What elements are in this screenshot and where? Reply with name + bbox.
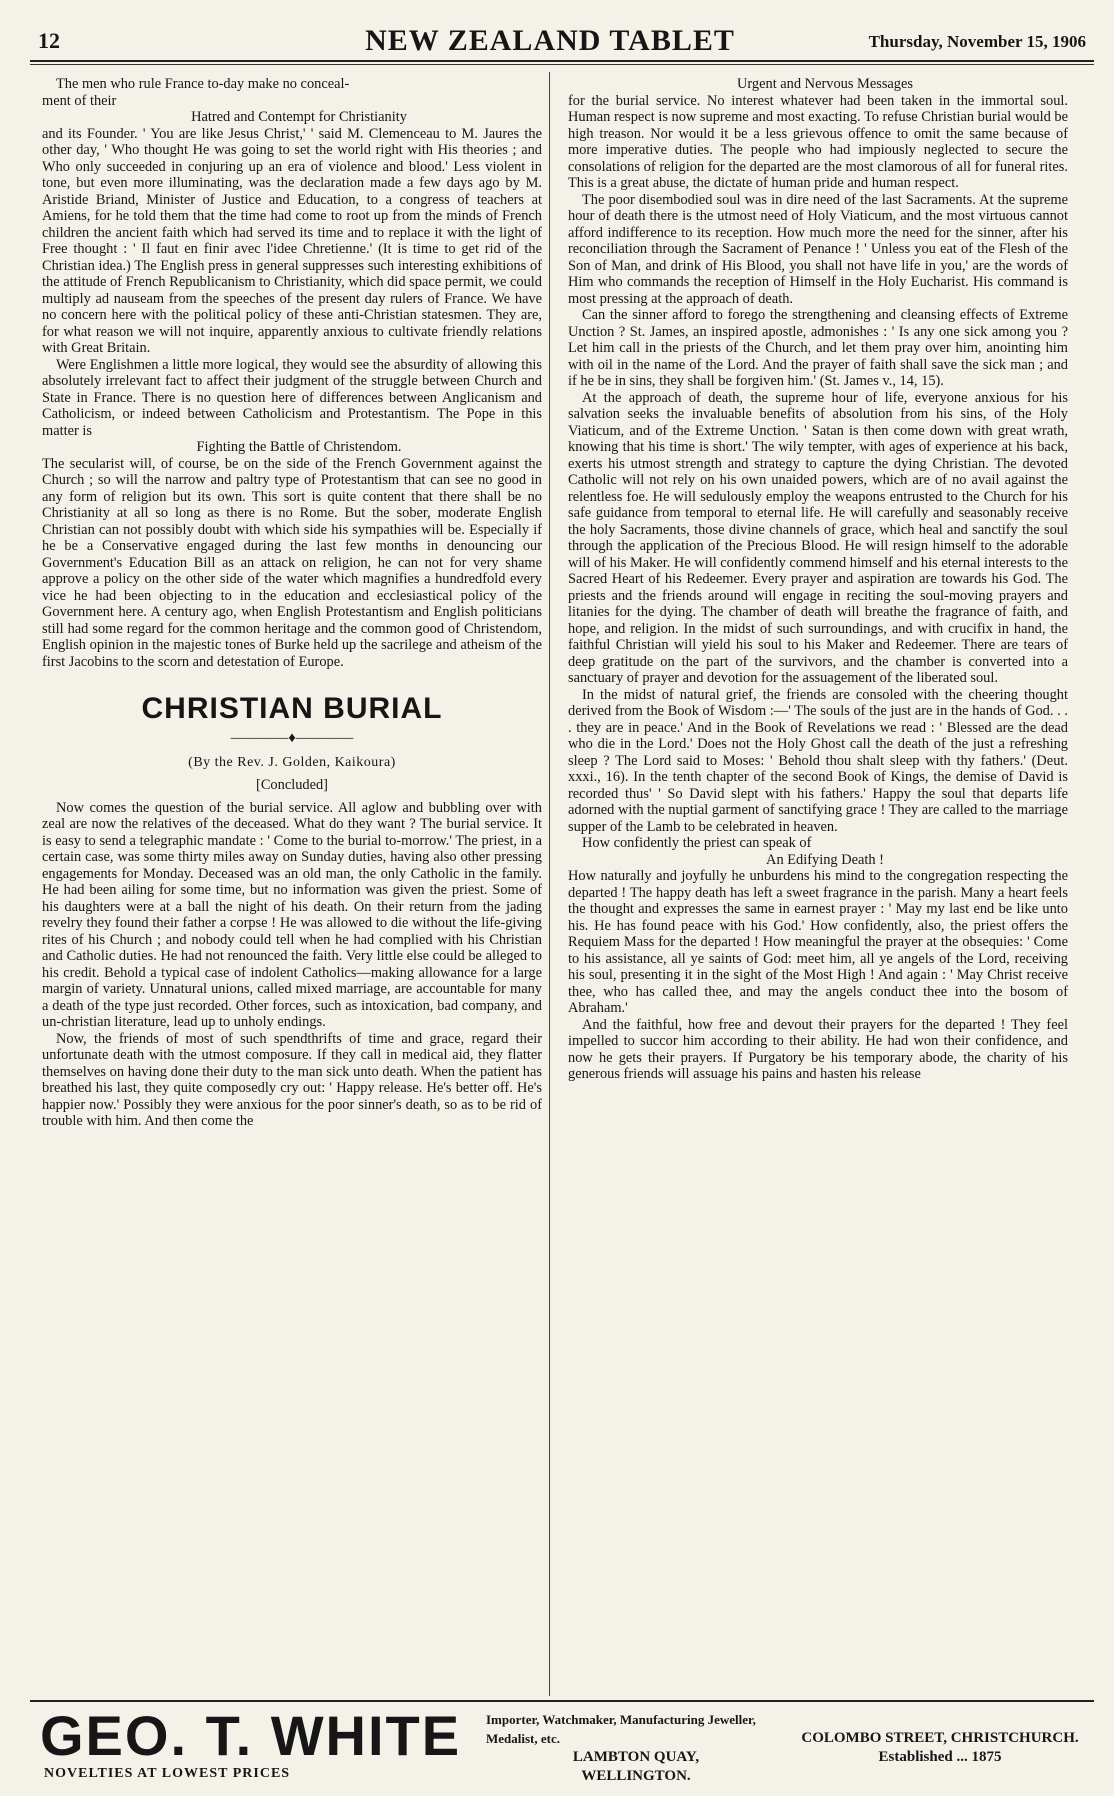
advertiser-name: GEO. T. WHITE [40, 1704, 462, 1767]
paragraph: Were Englishmen a little more logical, they would see the absurdity of allowing this absolutely irrelevant fact to affect their judgment of the struggle between Church and State in France. There is no question here of differences between Anglicanism and Catholicism, or indeed between Catholicism and Protestantism. The Pope in this matter is [42, 356, 542, 439]
paragraph: The poor disembodied soul was in dire need of the last Sacraments. At the supreme hour of death there is the utmost need of Holy Viaticum, and the most virtuous cannot afford indifference to its reception. How much more the need for the sinner, after his reconciliation through the Sacrament of Penance ! ' Unless you eat of the Flesh of the Son of Man, and drink of His Blood, you shall not have life in you,' are the words of Him who commands the reception of Himself in the Holy Eucharist. His command is most pressing at the approach of death. [568, 191, 1068, 307]
page-number: 12 [38, 28, 60, 53]
address-line: LAMBTON QUAY, [572, 1749, 700, 1765]
established-note: Established ... 1875 [878, 1749, 1002, 1765]
advertisement-divider [30, 1700, 1094, 1702]
paragraph: How naturally and joyfully he unburdens his mind to the congregation respecting the departed ! The happy death has left a sweet fragrance in the parish. Many a heart feels the thought and expresses the same in earnest prayer : ' May my last end be like unto his. He has found peace with his God.' How confidently, also, the priest offers the Requiem Mass for the departed ! How meaningful the prayer at the obsequies: ' Come to his assistance, all ye saints of God: meet him, all ye angels of the Lord, receiving his soul, presenting it in the sight of the Most High ! And again : ' May Christ receive thee, who has called thee, and may the angels conduct thee into the bosom of Abraham.' [568, 868, 1068, 1016]
subhead-edifying: An Edifying Death ! [766, 851, 884, 868]
left-column [42, 76, 542, 1692]
paragraph: The secularist will, of course, be on the side of the French Government against the Church ; so will the narrow and paltry type of Protestantism that can see no good in any form of religion but its own. This sort is quite content that there shall be no Christianity at all so long as there is no Rome. But the sober, moderate English Christian can not possibly doubt with which side his sympathies will be. Especially if he be a Conservative engaged during the last few months in denouncing our Government's Education Bill as an attack on religion, he can not for very shame approve a policy on the other side of the water which magnifies a hundredfold every vice he had been objecting to in the education and ecclesiastical policy of the Government here. A century ago, when English Protestantism and English politicians still had some regard for the common heritage and the common good of Christendom, English opinion in the majestic tones of Burke held up the sacrilege and atheism of the first Jacobins to the scorn and detestation of Europe. [42, 455, 542, 670]
column-divider [549, 72, 550, 1696]
advertiser-wellington-address [486, 1710, 786, 1786]
subhead-fighting: Fighting the Battle of Christendom. [196, 439, 402, 455]
paragraph: for the burial service. No interest whatever had been taken in the immortal soul. Human respect is now supreme and most exacting. To refuse Christian burial would be high treason. Nor would it be a less grievous offence to omit the same because of more imperative duties. The people who had impiously neglected to secure the consolations of religion for the departed are the most clamorous of all for funeral rites. This is a great abuse, the dictate of human pride and human respect. [568, 92, 1068, 191]
issue-date: Thursday, November 15, 1906 [868, 32, 1086, 51]
paragraph: In the midst of natural grief, the friends are consoled with the cheering thought derived from the Book of Wisdom :—' The souls of the just are in the hands of God. . . . they are in peace.' And in the Book of Revelations we read : ' Blessed are the dead who die in the Lord.' Does not the Holy Ghost call the death of the just a refreshing sleep ? The Lord said to Moses: ' Behold thou shalt sleep with thy fathers.' (Deut. xxxi., 16). In the tenth chapter of the second Book of Kings, the demise of David is recorded thus' ' So David slept with his fathers.' Happy the soul that departs life adorned with the nuptial garment of sanctifying grace ! They are called to the marriage supper of the Lamb to be celebrated in heaven. [568, 686, 1068, 835]
paragraph: How confidently the priest can speak of [582, 835, 812, 851]
masthead-divider [30, 64, 1094, 65]
paragraph: Now comes the question of the burial service. All aglow and bubbling over with zeal are now the relatives of the deceased. What do they want ? The burial service. It is easy to send a telegraphic mandate : ' Come to the burial to-morrow.' The priest, in a certain case, was some thirty miles away on Sunday duties, having also other pressing engagements for Monday. Deceased was an old man, the only Catholic in the family. He had been ailing for some time, but no information was given the priest. Some of his daughters were at a ball the night of his death. On their return from the jading revelry they found their father a corpse ! He was allowed to die without the life-giving rites of his Church ; and nobody could tell when he had complied with his Christian and Catholic duties. He had not renounced the faith. Very little else could be alleged to his credit. Behold a typical case of indolent Catholics—making allowance for a large margin of variety. Unnatural unions, called mixed marriage, are accountable for many a death of the type just recorded. Other forces, such as intoxication, bad company, and un-christian literature, lead up to unholy endings. [42, 799, 542, 1030]
advertiser-tagline: NOVELTIES AT LOWEST PRICES [44, 1766, 291, 1781]
advertiser-christchurch-address [790, 1710, 1090, 1767]
newspaper-title: NEW ZEALAND TABLET [365, 24, 735, 57]
paragraph: Can the sinner afford to forego the strengthening and cleansing effects of Extreme Unction ? St. James, an inspired apostle, admonishes : ' Is any one sick among you ? Let him call in the priests of the Church, and let them pray over him, anointing him with oil in the name of the Lord. And the prayer of faith shall save the sick man ; and if he be in sins, they shall be forgiven him.' (St. James v., 14, 15). [568, 307, 1068, 389]
byline: (By the Rev. J. Golden, Kaikoura) [188, 754, 396, 770]
masthead [30, 22, 1094, 62]
title-ornament: ————♦———— [230, 730, 354, 746]
paragraph: Now, the friends of most of such spendthrifts of time and grace, regard their unfortunate death with the utmost composure. If they call in medical aid, they flatter themselves on having done their duty to the man sick unto death. When the patient has breathed his last, they quite composedly cry out: ' Happy release. He's better off. He's happier now.' Possibly they were anxious for the poor sinner's death, so as to be rid of trouble with him. And then come the [42, 1030, 542, 1129]
subhead-hatred: Hatred and Contempt for Christianity [191, 109, 407, 125]
paragraph: At the approach of death, the supreme hour of life, everyone anxious for his salvation seeks the invaluable benefits of absolution from his sins, of the Holy Viaticum, and of the Extreme Unction. ' Satan is then come down with great wrath, knowing that his time is short.' The wily tempter, with ages of experience at his back, exerts his utmost strength and strategy to capture the dying Christian. The devoted Catholic will not rely on his own unaided powers, which are of no avail against the relentless foe. He will sedulously employ the weapons entrusted to the Church for his safe guidance from temporal to eternal life. He will carefully and seasonably receive the holy Sacraments, those divine channels of grace, which heal and sanctify the soul through the application of the Precious Blood. He will resign himself to the adorable will of his Maker. He will confidently commend himself and his eternal interests to the Sacred Heart of his Redeemer. Every prayer and aspiration are towards his God. The priests and the friends around will engage in reciting the soul-moving prayers and litanies for the dying. The chamber of death will breathe the fragrance of faith, and hope, and religion. In the midst of such surroundings, and with crucifix in hand, the faithful Christian will yield his soul to his Maker and Redeemer. There are tears of deep gratitude on the part of the survivors, and the chamber is converted into a sanctuary of prayer and devotion for the assuagement of the liberated soul. [568, 389, 1068, 686]
address-line: COLOMBO STREET, CHRISTCHURCH. [801, 1730, 1079, 1746]
concluded-note: [Concluded] [256, 777, 328, 793]
right-column [568, 76, 1068, 1692]
address-line: WELLINGTON. [581, 1768, 691, 1784]
advertiser-trade: Importer, Watchmaker, Manufacturing Jeweller, Medalist, etc. [486, 1712, 756, 1746]
subhead-urgent: Urgent and Nervous Messages [737, 76, 913, 92]
intro-line-1: The men who rule France to-day make no conceal- [56, 76, 350, 92]
article-title: CHRISTIAN BURIAL [141, 692, 443, 725]
paragraph: and its Founder. ' You are like Jesus Christ,' ' said M. Clemenceau to M. Jaures the other day, ' Who thought He was going to set the world right with His theories ; and Who only succeeded in conjuring up an era of violence and blood.' Less violent in tone, but even more illuminating, was the declaration made a few days ago by M. Aristide Briand, Minister of Justice and Education, to a congress of teachers at Amiens, for he told them that the time had come to root up from the minds of French children the ancient faith which had served its time and to replace it with the light of Free thought : ' Il faut en finir avec l'idee Chretienne.' (It is time to get rid of the Christian idea.) The English press in general suppresses such interesting exhibitions of the attitude of French Republicanism to Christianity, which did space permit, we could multiply ad nauseam from the speeches of the present day rulers of France. We have no concern here with the political policy of these anti-Christian statesmen. They are, for what reason we will not inquire, apparently anxious to cultivate friendly relations with Great Britain. [42, 125, 542, 356]
paragraph: And the faithful, how free and devout their prayers for the departed ! They feel impelled to succor him according to their ability. He had won their confidence, and now he gets their prayers. If Purgatory be his temporary abode, the charity of his generous friends will assuage his pains and hasten his release [568, 1016, 1068, 1082]
intro-line-2: ment of their [42, 92, 117, 109]
